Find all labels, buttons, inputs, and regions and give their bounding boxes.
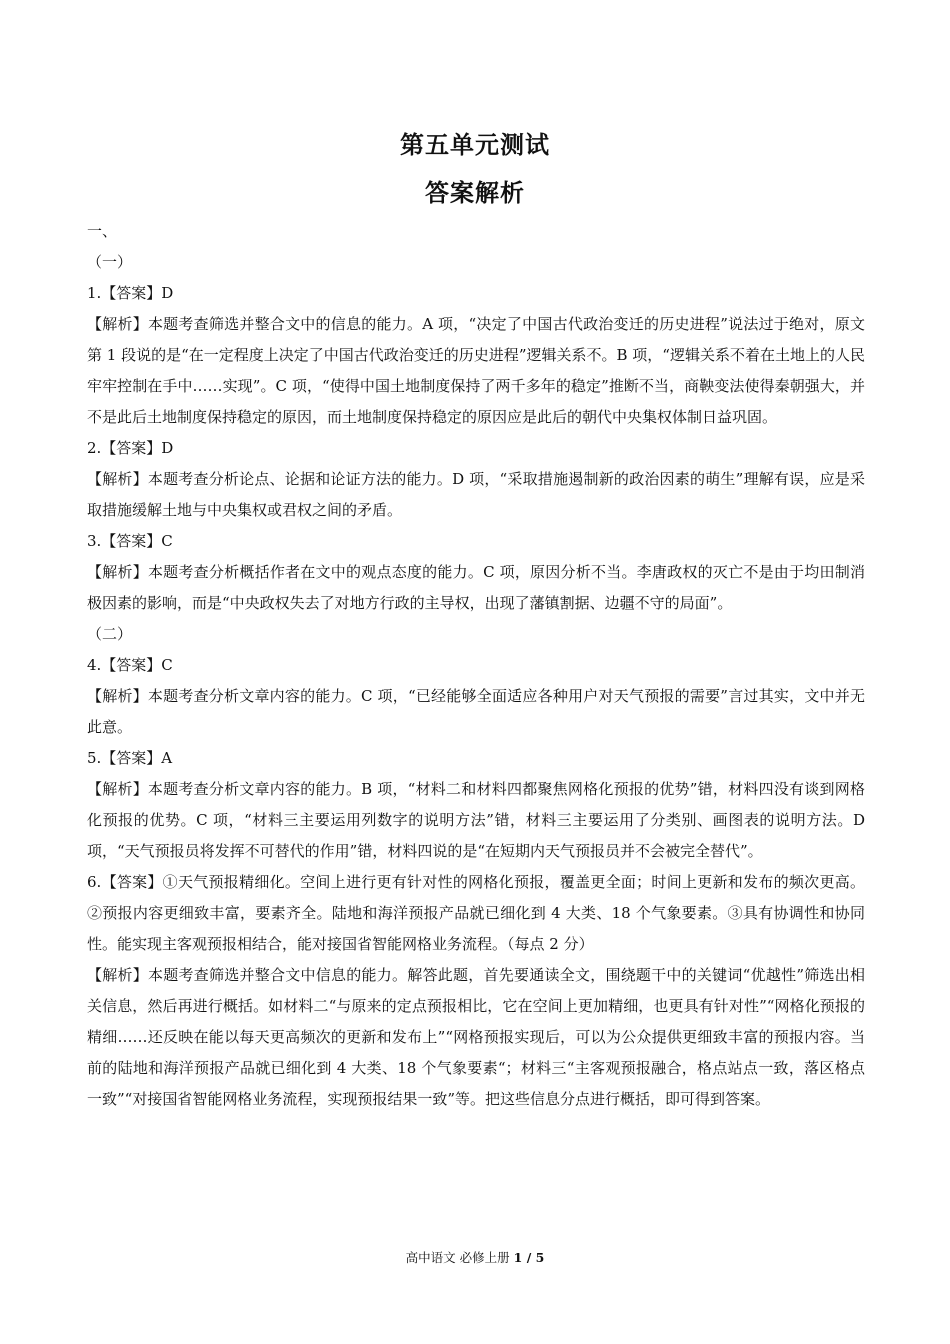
page-subtitle: 答案解析 [425,179,525,207]
q2-answer: 2.【答案】D [87,439,174,457]
part-heading: （二） [87,625,133,643]
q1-analysis: 【解析】本题考查筛选并整合文中的信息的能力。A 项，“决定了中国古代政治变迁的历史进程”说法过于绝对，原文第 1 段说的是“在一定程度上决定了中国古代政治变迁的历史进程”逻辑关系不。B 项，“逻辑关系不着在土地上的人民牢牢控制在手中……实现”。C 项，“使得中国土地制度保持了两千多年的稳定”推断不当，商鞅变法使得秦朝强大，并不是此后土地制度保持稳定的原因，而土地制度保持稳定的原因应是此后的朝代中央集权体制日益巩固。 [87,315,865,426]
q4-analysis: 【解析】本题考查分析文章内容的能力。C 项，“已经能够全面适应各种用户对天气预报的需要”言过其实，文中并无此意。 [87,687,865,736]
q1-answer: 1.【答案】D [87,284,174,302]
part-heading: （一） [87,253,133,271]
q3-analysis: 【解析】本题考查分析概括作者在文中的观点态度的能力。C 项，原因分析不当。李唐政权的灭亡不是由于均田制消极因素的影响，而是“中央政权失去了对地方行政的主导权，出现了藩镇割据、边疆不守的局面”。 [87,563,865,612]
footer-course: 高中语文 必修上册 [405,1250,510,1265]
q4-answer: 4.【答案】C [87,656,173,674]
answer-content [87,216,865,1115]
q5-answer: 5.【答案】A [87,749,173,767]
q2-analysis: 【解析】本题考查分析论点、论据和论证方法的能力。D 项，“采取措施遏制新的政治因素的萌生”理解有误，应是采取措施缓解土地与中央集权或君权之间的矛盾。 [87,470,865,519]
q6-analysis: 【解析】本题考查筛选并整合文中信息的能力。解答此题，首先要通读全文，围绕题干中的关键词“优越性”筛选出相关信息，然后再进行概括。如材料二“与原来的定点预报相比，它在空间上更加精细，也更具有针对性”“网格化预报的精细……还反映在能以每天更高频次的更新和发布上”“网格预报实现后，可以为公众提供更细致丰富的预报内容。当前的陆地和海洋预报产品就已细化到 4 大类、18 个气象要素“；材料三“主客观预报融合，格点站点一致，落区格点一致”“对接国省智能网格业务流程，实现预报结果一致”等。把这些信息分点进行概括，即可得到答案。 [87,966,865,1108]
page-number: 1 / 5 [513,1250,545,1265]
q5-analysis: 【解析】本题考查分析文章内容的能力。B 项，“材料二和材料四都聚焦网格化预报的优势”错，材料四没有谈到网格化预报的优势。C 项，“材料三主要运用列数字的说明方法”错，材料三主要运用了分类别、画图表的说明方法。D 项，“天气预报员将发挥不可替代的作用”错，材料四说的是“在短期内天气预报员并不会被完全替代”。 [87,780,865,860]
q3-answer: 3.【答案】C [87,532,173,550]
q6-answer: 6.【答案】①天气预报精细化。空间上进行更有针对性的网格化预报，覆盖更全面；时间上更新和发布的频次更高。②预报内容更细致丰富，要素齐全。陆地和海洋预报产品就已细化到 4 大类、18 个气象要素。③具有协调性和协同性。能实现主客观预报相结合，能对接国省智能网格业务流程。（每点 2 分） [87,873,865,953]
section-heading: 一、 [87,222,118,240]
page-footer [0,1248,950,1266]
page-title: 第五单元测试 [400,131,550,159]
